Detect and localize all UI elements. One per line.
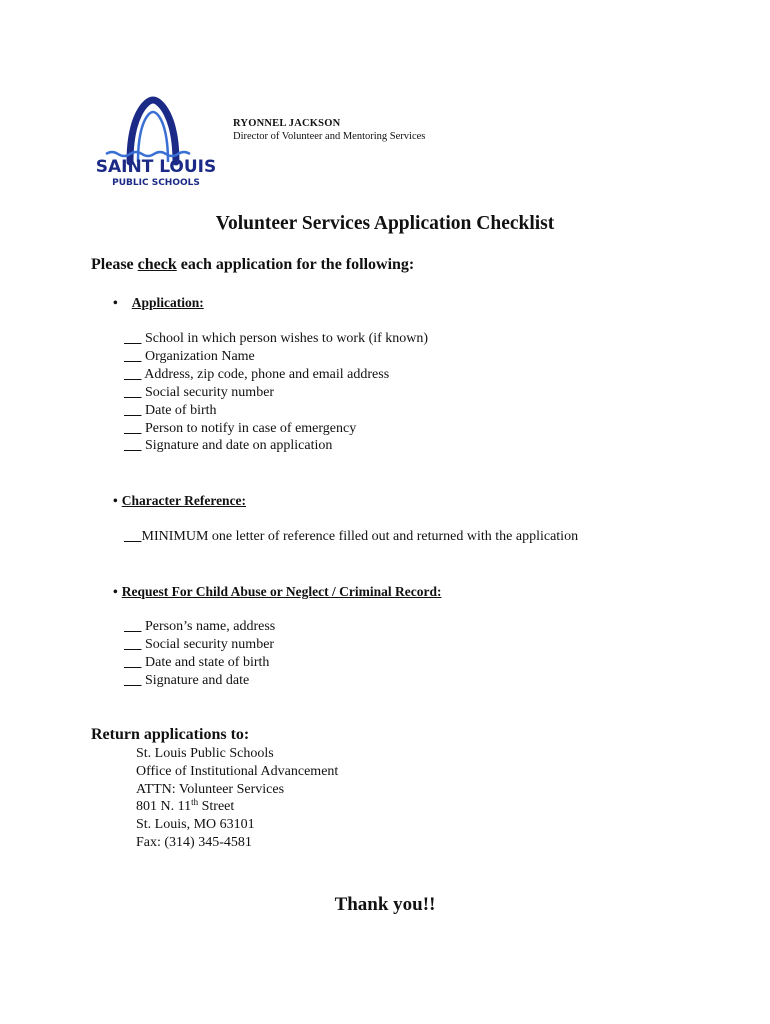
street-name: Street: [198, 799, 235, 815]
logo-text-saint-louis: SAINT LOUIS: [95, 157, 217, 177]
item-text: Social security number: [145, 384, 275, 400]
checklist-item: [124, 420, 428, 438]
check-blank[interactable]: [124, 385, 142, 400]
saint-louis-public-schools-logo: [92, 96, 230, 192]
checklist-item: [124, 528, 578, 546]
item-text: Organization Name: [145, 348, 255, 364]
instruction-after: each application for the following:: [176, 256, 415, 273]
item-text: Social security number: [145, 636, 275, 652]
item-text: Date of birth: [145, 402, 217, 418]
bullet-icon: •: [113, 584, 118, 599]
street-number: 801 N. 11: [136, 799, 192, 815]
checklist-item: [124, 348, 428, 366]
bullet-icon: •: [113, 295, 118, 310]
check-blank[interactable]: [124, 673, 142, 688]
check-blank[interactable]: [124, 403, 142, 418]
checklist-item: [124, 366, 428, 384]
address-street: [136, 798, 338, 816]
street-suffix: th: [191, 797, 199, 808]
check-blank[interactable]: [124, 637, 142, 652]
director-title: Director of Volunteer and Mentoring Services: [233, 131, 426, 142]
section-application-label: Application:: [131, 295, 204, 310]
section-background-check-heading: [113, 584, 441, 600]
instruction-before: Please: [91, 256, 138, 273]
check-blank[interactable]: [124, 529, 142, 544]
logo-text-public-schools: PUBLIC SCHOOLS: [112, 178, 200, 188]
checklist-item: [124, 437, 428, 455]
checklist-item: [124, 654, 275, 672]
closing-thank-you: Thank you!!: [334, 894, 436, 915]
address-attn: ATTN: Volunteer Services: [136, 781, 285, 797]
checklist-item: [124, 636, 275, 654]
address-fax: Fax: (314) 345-4581: [136, 834, 252, 850]
instruction-line: [91, 256, 414, 274]
item-text: Signature and date on application: [145, 438, 333, 454]
item-text: Date and state of birth: [145, 654, 270, 670]
item-text: Signature and date: [145, 672, 250, 688]
address-office: Office of Institutional Advancement: [136, 763, 339, 779]
check-blank[interactable]: [124, 619, 142, 634]
item-text: School in which person wishes to work (if known): [145, 331, 429, 346]
return-heading: Return applications to:: [91, 726, 250, 743]
background-check-checklist: [124, 618, 275, 690]
checklist-item: [124, 672, 275, 690]
checklist-item: [124, 618, 275, 636]
item-text: Person’s name, address: [145, 619, 276, 634]
section-character-reference-heading: [113, 493, 246, 509]
address-org: St. Louis Public Schools: [136, 746, 274, 761]
check-blank[interactable]: [124, 367, 142, 382]
item-text: Address, zip code, phone and email address: [144, 366, 390, 382]
section-background-check-label: Request For Child Abuse or Neglect / Criminal Record:: [121, 584, 442, 599]
section-application-heading: [113, 295, 204, 311]
director-name: RYONNEL JACKSON: [233, 118, 341, 129]
item-text: MINIMUM one letter of reference filled out and returned with the application: [141, 529, 579, 544]
checklist-item: [124, 402, 428, 420]
section-character-reference-label: Character Reference:: [121, 493, 247, 508]
check-blank[interactable]: [124, 655, 142, 670]
item-text: Person to notify in case of emergency: [145, 420, 357, 436]
check-blank[interactable]: [124, 331, 142, 346]
check-blank[interactable]: [124, 438, 142, 453]
document-title: Volunteer Services Application Checklist: [215, 213, 555, 234]
checklist-item: [124, 384, 428, 402]
address-city: St. Louis, MO 63101: [136, 817, 255, 833]
bullet-icon: •: [113, 493, 118, 508]
checklist-item: [124, 330, 428, 348]
character-reference-checklist: [124, 528, 578, 546]
check-blank[interactable]: [124, 349, 142, 364]
check-blank[interactable]: [124, 421, 142, 436]
application-checklist: [124, 330, 428, 455]
return-address: [136, 745, 338, 852]
instruction-check-word: check: [137, 256, 177, 273]
